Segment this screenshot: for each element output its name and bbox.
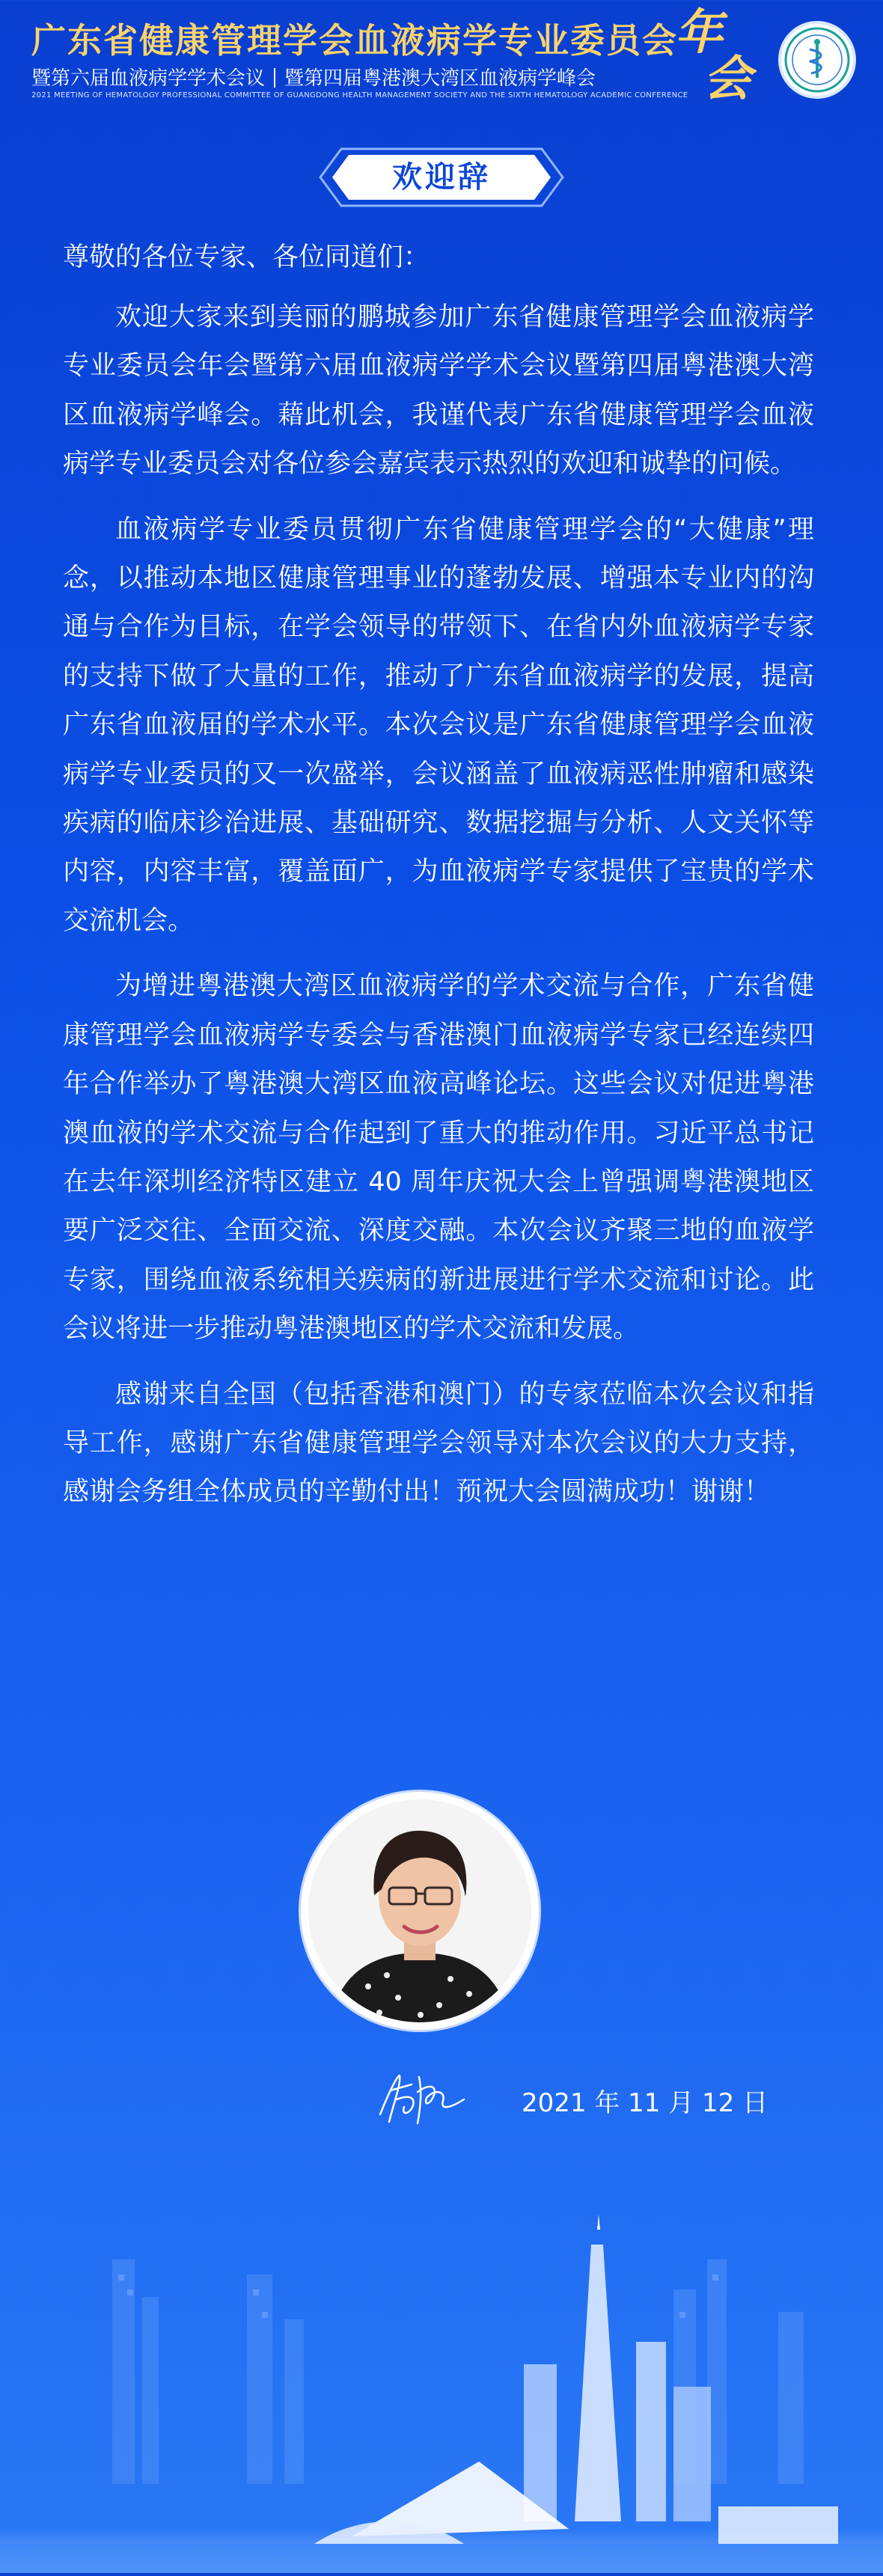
handwritten-signature <box>374 2062 471 2129</box>
chairperson-portrait <box>301 1792 539 2030</box>
paragraph-welcome: 欢迎大家来到美丽的鹏城参加广东省健康管理学会血液病学专业委员会年会暨第六届血液病学学术会议暨第四届粤港澳大湾区血液病学峰会。藉此机会，我谨代表广东省健康管理学会血液病学专业委员会对各位参会嘉宾表示热烈的欢迎和诚挚的问候。 <box>63 302 814 480</box>
city-skyline-illustration <box>0 2215 883 2573</box>
header-banner <box>0 0 883 127</box>
salutation: 尊敬的各位专家、各位同道们： <box>63 242 430 272</box>
subtitle-divider <box>274 68 275 88</box>
annual-meeting-mark <box>673 4 763 117</box>
paragraph-thanks: 感谢来自全国（包括香港和澳门）的专家莅临本次会议和指导工作，感谢广东省健康管理学会领导对本次会议的大力支持，感谢会务组全体成员的辛勤付出！预祝大会圆满成功！谢谢！ <box>63 1379 814 1508</box>
subtitle-left: 暨第六届血液病学学术会议 <box>31 67 266 90</box>
paragraph-greater-bay-area: 为增进粤港澳大湾区血液病学的学术交流与合作，广东省健康管理学会血液病学专委会与香港澳门血液病学专家已经连续四年合作举办了粤港澳大湾区血液高峰论坛。这些会议对促进粤港澳血液的学术交流与合作起到了重大的推动作用。习近平总书记在去年深圳经济特区建立 40 周年庆祝大会上曾强调粤港澳地区要广泛交往、全面交流、深度交融。本次会议齐聚三地的血液学专家，围绕血液系统相关疾病的新进展进行学术交流和讨论。此会议将进一步推动粤港澳地区的学术交流和发展。 <box>63 971 814 1344</box>
conference-subtitle <box>31 63 596 91</box>
english-subtitle: 2021 MEETING OF HEMATOLOGY PROFESSIONAL COMMITTEE OF GUANGDONG HEALTH MANAGEMENT SOCIETY AND THE SIXTH HEMATOLOGY ACADEMIC CONFERENCE <box>31 91 688 100</box>
portrait-photo <box>308 1799 531 2022</box>
annual-char-hui: 会 <box>703 51 751 107</box>
paragraph-committee: 血液病学专业委员贯彻广东省健康管理学会的“大健康”理念，以推动本地区健康管理事业的蓬勃发展、增强本专业内的沟通与合作为目标，在学会领导的带领下、在省内外血液病学专家的支持下做了大量的工作，推动了广东省血液病学的发展，提高广东省血液届的学术水平。本次会议是广东省健康管理学会血液病学专业委员的又一次盛举，会议涵盖了血液病恶性肿瘤和感染疾病的临床诊治进展、基础研究、数据挖掘与分析、人文关怀等内容，内容丰富，覆盖面广，为血液病学专家提供了宝贵的学术交流机会。 <box>63 514 814 936</box>
letter-date: 2021 年 11 月 12 日 <box>522 2088 769 2118</box>
committee-title: 广东省健康管理学会血液病学专业委员会 <box>31 20 678 61</box>
annual-char-nian: 年 <box>675 4 723 61</box>
section-title: 欢迎辞 <box>392 160 491 195</box>
welcome-letter <box>63 238 814 1517</box>
subtitle-right: 暨第四届粤港澳大湾区血液病学峰会 <box>284 67 596 90</box>
society-emblem-icon <box>778 21 856 99</box>
welcome-ribbon <box>307 144 576 210</box>
